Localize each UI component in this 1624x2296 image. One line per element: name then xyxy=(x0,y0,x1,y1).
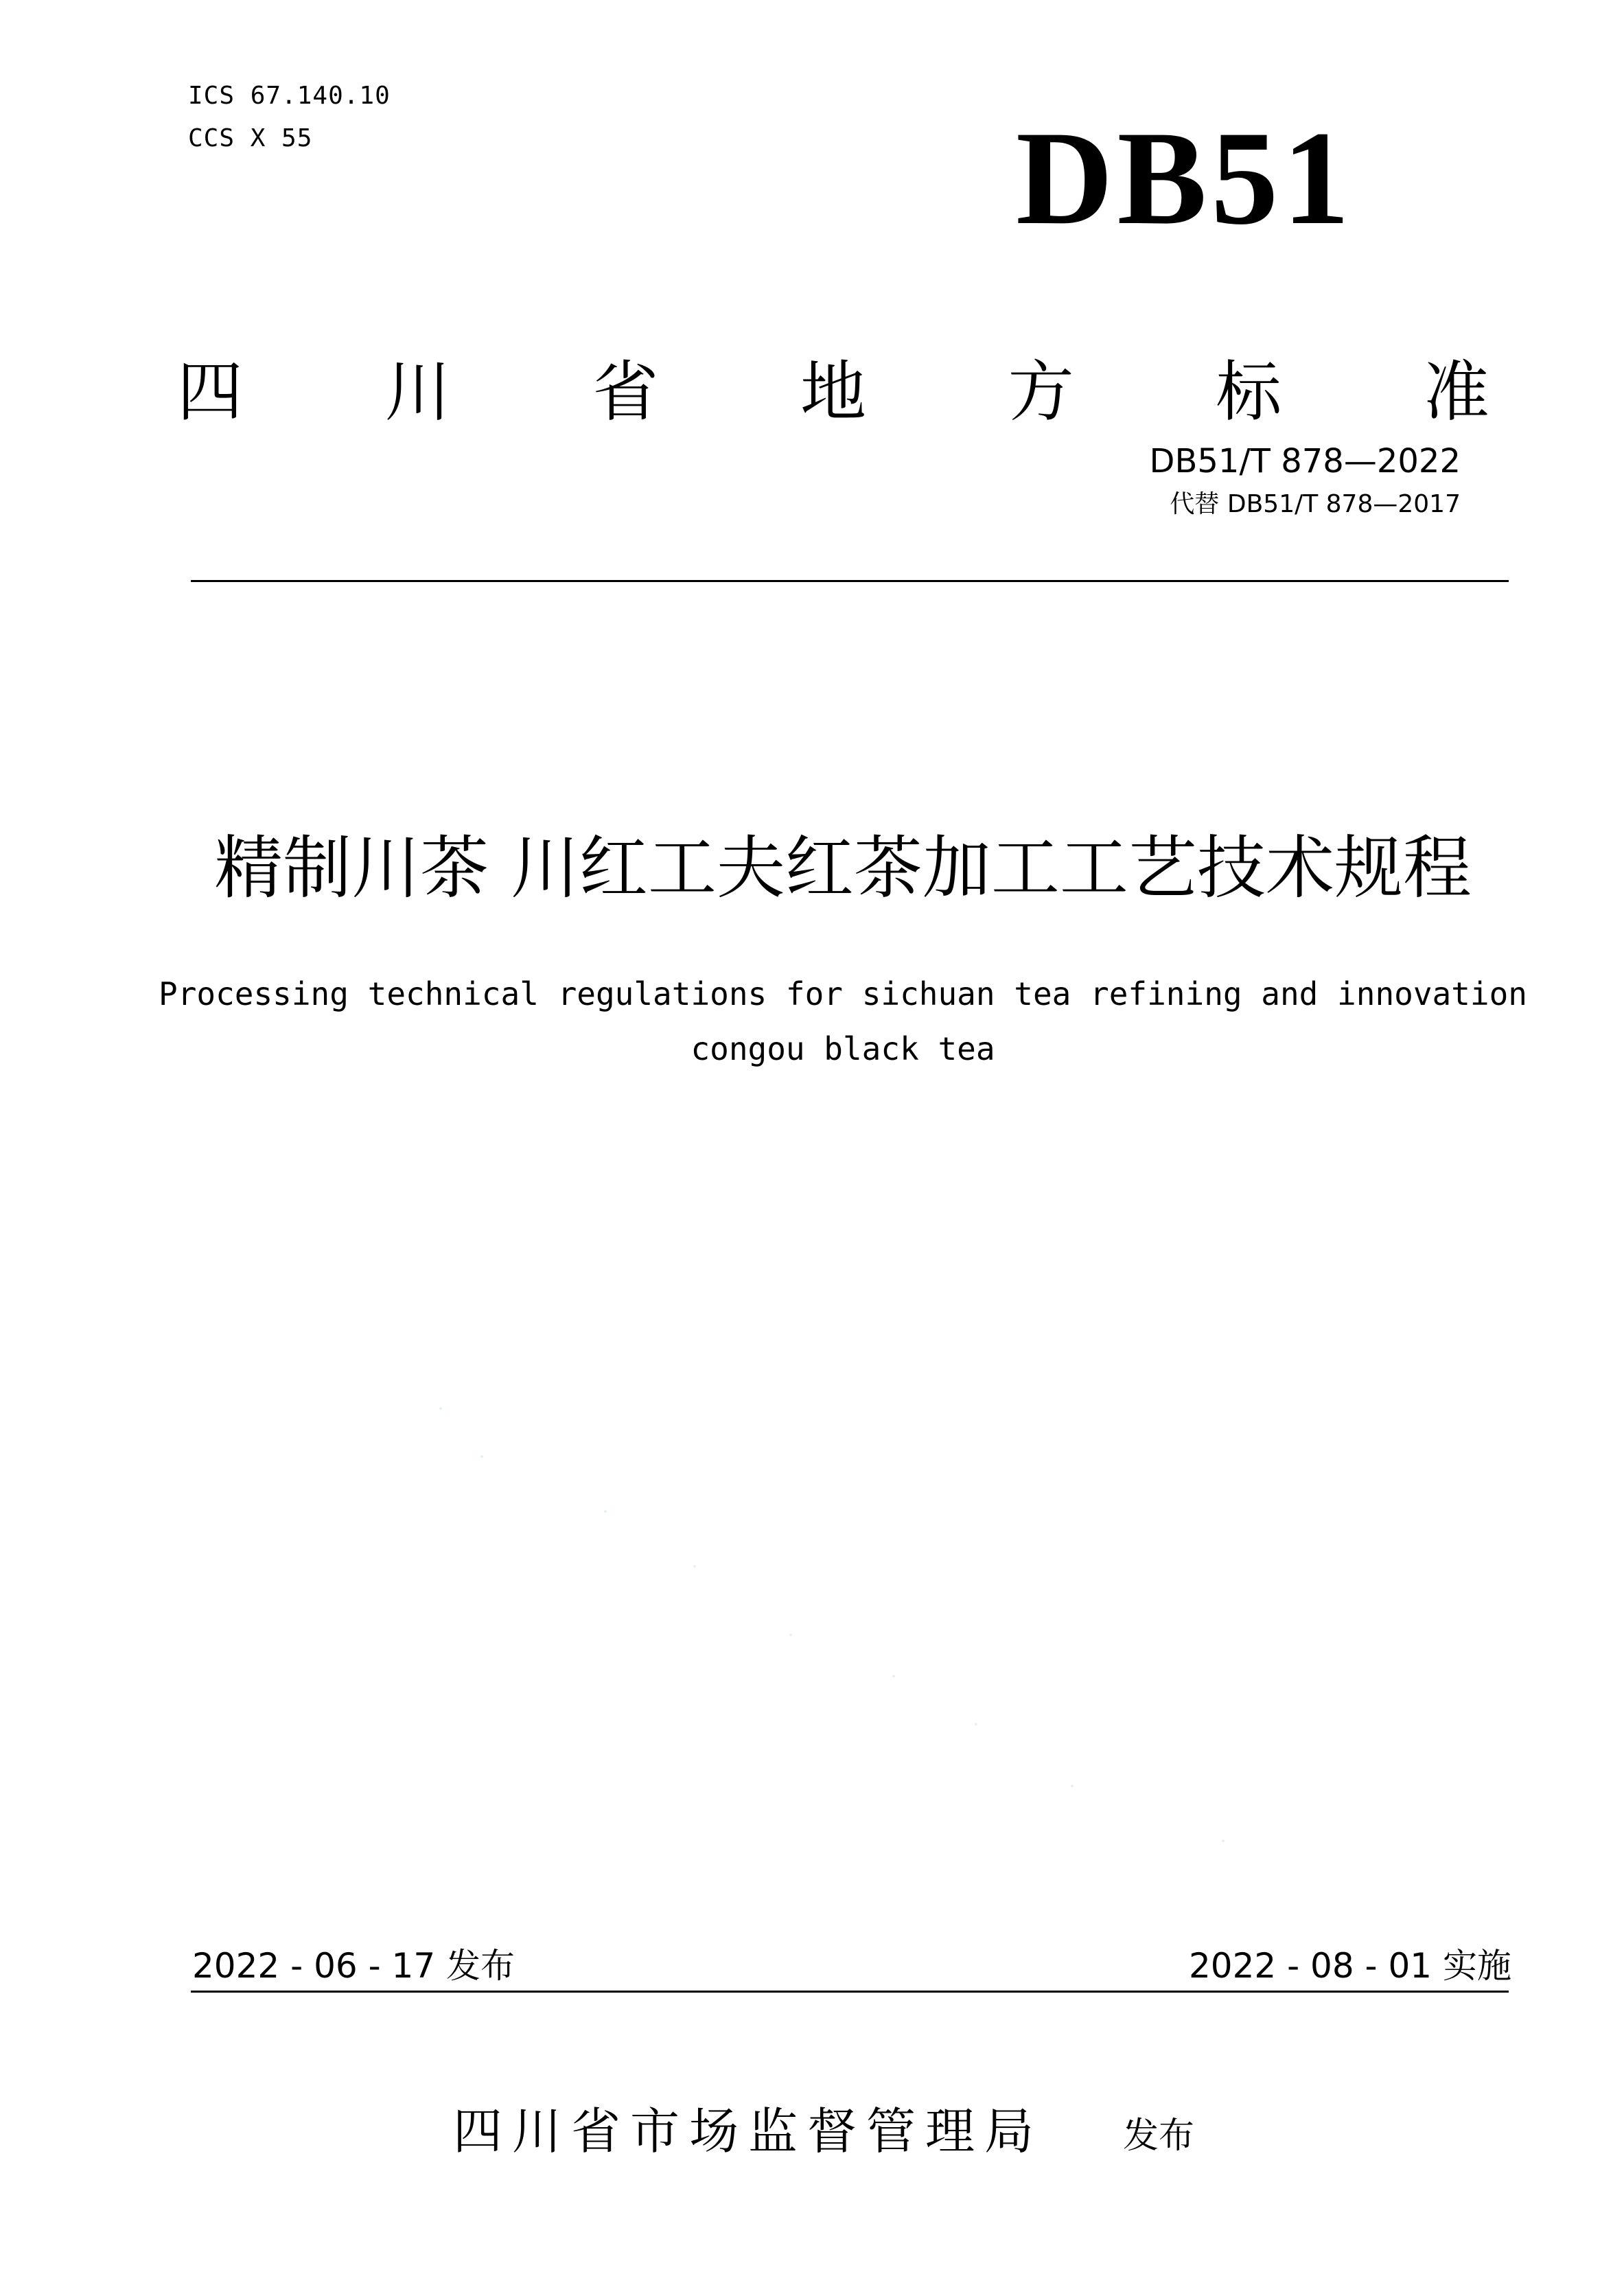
document-title-zh: 精制川茶 川红工夫红茶加工工艺技术规程 xyxy=(214,828,1472,908)
standard-type-char: 准 xyxy=(1423,353,1489,430)
publisher-name: 四川省市场监督管理局 xyxy=(453,2102,1044,2160)
publish-label: 发布 xyxy=(1123,2115,1195,2157)
document-title-en-line1: Processing technical regulations for sichuan tea refining and innovation xyxy=(159,975,1527,1012)
standard-number: DB51/T 878—2022 xyxy=(1149,442,1461,480)
speck xyxy=(480,1455,483,1458)
standard-code-mark: DB51 xyxy=(1016,104,1354,253)
speck xyxy=(892,1675,895,1678)
issue-date: 2022 - 06 - 17 发布 xyxy=(192,1946,515,1986)
ics-code: ICS 67.140.10 xyxy=(188,82,391,110)
standard-type-char: 川 xyxy=(384,353,451,430)
document-title-en-line2: congou black tea xyxy=(691,1030,995,1067)
standard-type-char: 标 xyxy=(1216,353,1282,430)
standard-type-char: 省 xyxy=(592,353,659,430)
bottom-divider xyxy=(191,1991,1509,1993)
speck xyxy=(693,1565,696,1568)
speck xyxy=(1071,1785,1074,1787)
speck xyxy=(975,1723,977,1726)
ccs-code: CCS X 55 xyxy=(188,124,313,152)
speck xyxy=(604,1510,607,1513)
speck xyxy=(789,1634,792,1636)
standard-type-char: 四 xyxy=(177,353,243,430)
speck xyxy=(439,1407,442,1410)
effective-date: 2022 - 08 - 01 实施 xyxy=(1188,1946,1511,1986)
standard-type-char: 方 xyxy=(1008,353,1074,430)
replaced-standard: 代替 DB51/T 878—2017 xyxy=(1170,490,1461,518)
standard-type-title xyxy=(177,342,1489,431)
top-divider xyxy=(191,580,1509,582)
speck xyxy=(1222,1840,1225,1842)
standard-type-char: 地 xyxy=(800,353,866,430)
